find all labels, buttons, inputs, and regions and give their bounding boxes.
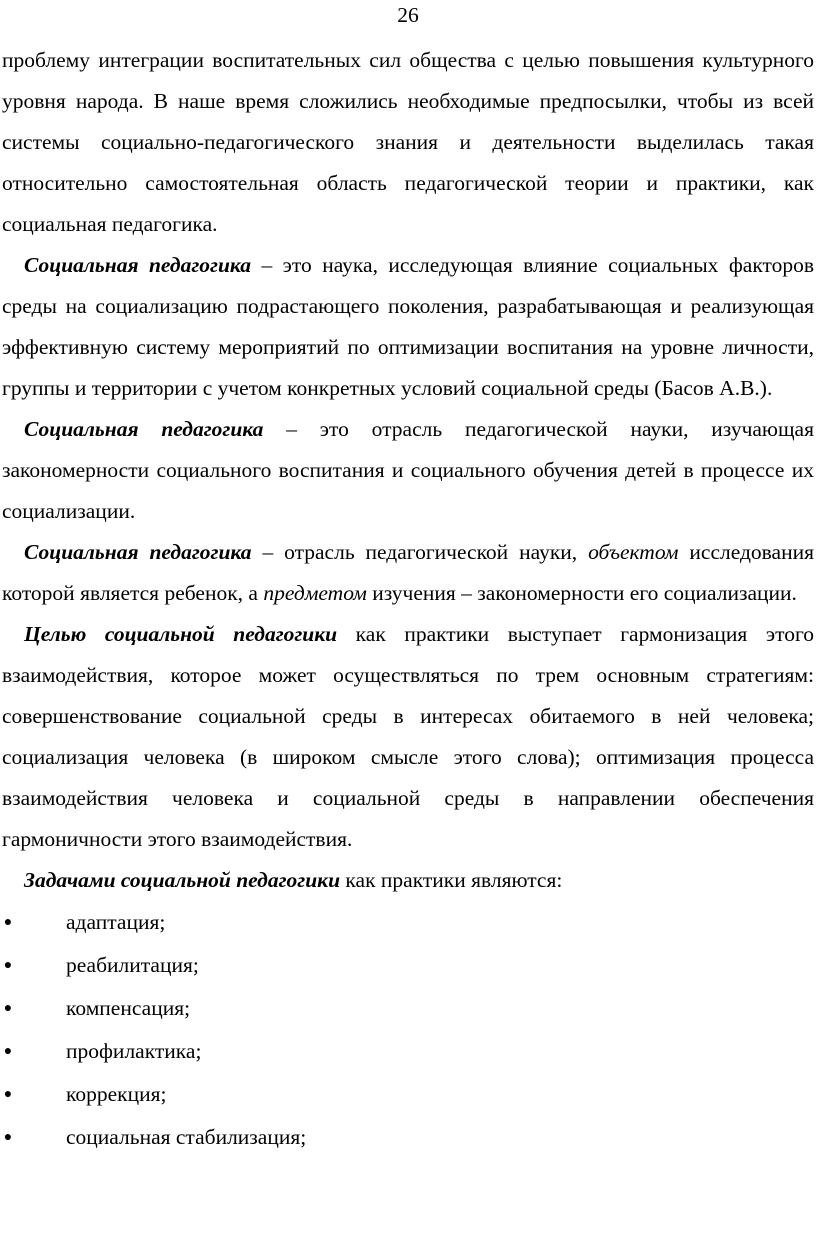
paragraph-definition-2	[2, 409, 814, 532]
paragraph-intro: проблему интеграции воспитательных сил общества с целью повышения культурного уровня народа. В наше время сложились необходимые предпосылки, чтобы из всей системы социально-педагогического знания и деятельности выделилась такая относительно самостоятельная область педагогической теории и практики, как социальная педагогика.	[2, 48, 814, 236]
list-item	[2, 1073, 814, 1116]
term-social-pedagogy: Социальная педагогика	[24, 253, 252, 277]
tasks-intro-text: как практики являются:	[340, 868, 563, 892]
paragraph-definition-3	[2, 532, 814, 614]
term-tasks: Задачами социальной педагогики	[24, 868, 341, 892]
page-number: 26	[397, 3, 419, 27]
tasks-list	[2, 901, 814, 1159]
list-item-text: компенсация;	[66, 996, 191, 1020]
paragraph-definition-1	[2, 245, 814, 409]
goal-text: как практики выступает гармонизация этого взаимодействия, которое может осуществляться по трем основным стратегиям: совершенствование социальной среды в интересах обитаемого в ней человека; социализация человека (в широком смысле этого слова); оптимизация процесса взаимодействия человека и социальной среды в направлении обеспечения гармоничности этого взаимодействия.	[2, 622, 814, 851]
term-social-pedagogy: Социальная педагогика	[24, 417, 264, 441]
bullet-icon: ●	[3, 1087, 13, 1102]
paragraph-goal	[2, 614, 814, 860]
term-social-pedagogy: Социальная педагогика	[24, 540, 252, 564]
list-item	[2, 987, 814, 1030]
list-item-text: коррекция;	[66, 1082, 167, 1106]
list-item-text: социальная стабилизация;	[66, 1125, 307, 1149]
list-item-text: профилактика;	[66, 1039, 202, 1063]
list-item	[2, 944, 814, 987]
list-item	[2, 1116, 814, 1159]
definition-text: исследования которой является ребенок, а	[2, 540, 814, 605]
term-goal: Целью социальной педагогики	[24, 622, 338, 646]
bullet-icon: ●	[3, 1001, 13, 1016]
bullet-icon: ●	[3, 1044, 13, 1059]
definition-text: – отрасль педагогической науки,	[251, 540, 589, 564]
bullet-icon: ●	[3, 958, 13, 973]
definition-text: – это отрасль педагогической науки, изучающая закономерности социального воспитания и социального обучения детей в процессе их социализации.	[2, 417, 814, 523]
definition-text: изучения – закономерности его социализации.	[366, 581, 797, 605]
italic-object: объектом	[588, 540, 679, 564]
list-item-text: адаптация;	[66, 910, 166, 934]
italic-subject: предметом	[263, 581, 367, 605]
page-content	[2, 40, 814, 1159]
list-item-text: реабилитация;	[66, 953, 199, 977]
bullet-icon: ●	[3, 1130, 13, 1145]
paragraph-tasks-intro	[2, 860, 814, 901]
definition-text: – это наука, исследующая влияние социальных факторов среды на социализацию подрастающего поколения, разрабатывающая и реализующая эффективную систему мероприятий по оптимизации воспитания на уровне личности, группы и территории с учетом конкретных условий социальной среды (Басов А.В.).	[2, 253, 814, 400]
list-item	[2, 1030, 814, 1073]
bullet-icon: ●	[3, 915, 13, 930]
list-item	[2, 901, 814, 944]
